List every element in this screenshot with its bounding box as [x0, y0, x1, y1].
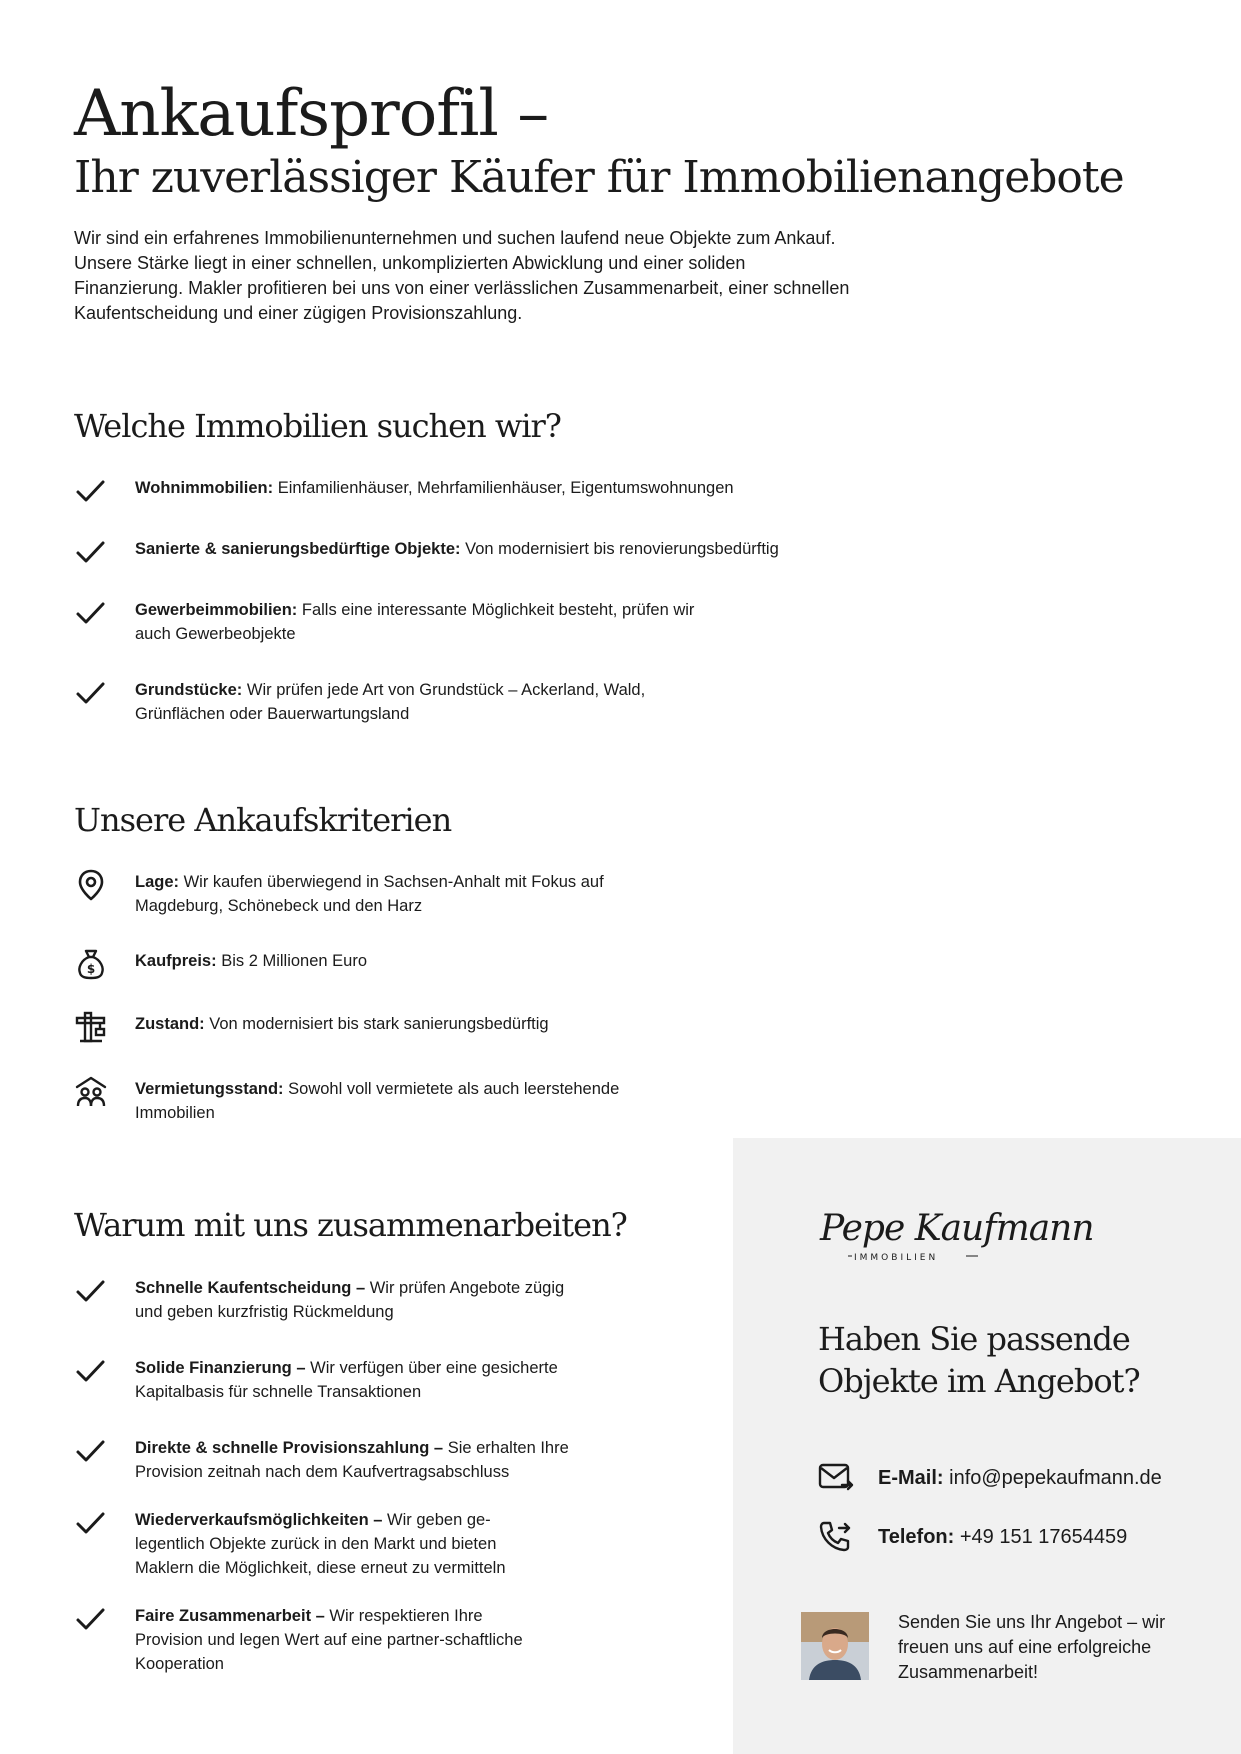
page-subtitle: Ihr zuverlässiger Käufer für Immobilienangebote	[74, 152, 1124, 203]
list-item-text: Wohnimmobilien: Einfamilienhäuser, Mehrfamilienhäuser, Eigentumswohnungen	[135, 479, 734, 497]
section-heading-criteria: Unsere Ankaufskriterien	[74, 801, 452, 839]
list-item-text: Wiederverkaufsmöglichkeiten – Wir geben ge-legentlich Objekte zurück in den Markt und bieten Maklern die Möglichkeit, diese erneut zu vermitteln	[135, 1511, 506, 1577]
check-icon	[74, 1434, 108, 1468]
list-item-text: Direkte & schnelle Provisionszahlung – Sie erhalten Ihre Provision zeitnah nach dem Kaufvertragsabschluss	[135, 1439, 569, 1481]
list-item-text: Zustand: Von modernisiert bis stark sanierungsbedürftig	[135, 1015, 549, 1033]
svg-text:Pepe Kaufmann: Pepe Kaufmann	[820, 1208, 1094, 1249]
check-icon	[74, 1602, 108, 1636]
cta-heading: Haben Sie passende Objekte im Angebot?	[818, 1320, 1140, 1400]
closing-text: Senden Sie uns Ihr Angebot – wir freuen uns auf eine erfolgreiche Zusammenarbeit!	[898, 1612, 1166, 1682]
list-item-text: Grundstücke: Wir prüfen jede Art von Grundstück – Ackerland, Wald, Grünflächen oder Bauerwartungsland	[135, 681, 646, 723]
check-icon	[74, 1354, 108, 1388]
intro-paragraph: Wir sind ein erfahrenes Immobilienunternehmen und suchen laufend neue Objekte zum Ankauf. Unsere Stärke liegt in einer schnellen, unkomplizierten Abwicklung und einer soliden Finanzierung. Makler profitieren bei uns von einer verlässlichen Zusammenarbeit, einer schnellen Kaufentscheidung und einer zügigen Provisionszahlung.	[74, 228, 850, 323]
tenants-house-icon	[74, 1075, 108, 1109]
list-item-text: Schnelle Kaufentscheidung – Wir prüfen Angebote zügig und geben kurzfristig Rückmeldung	[135, 1279, 565, 1321]
section-heading-why: Warum mit uns zusammenarbeiten?	[74, 1206, 627, 1244]
list-item-text: Lage: Wir kaufen überwiegend in Sachsen-Anhalt mit Fokus auf Magdeburg, Schönebeck und den Harz	[135, 873, 604, 915]
list-item-text: Vermietungsstand: Sowohl voll vermietete als auch leerstehende Immobilien	[135, 1080, 620, 1122]
mail-icon	[818, 1460, 854, 1494]
crane-icon	[74, 1010, 108, 1044]
phone-number[interactable]: +49 151 17654459	[959, 1526, 1128, 1548]
check-icon	[74, 1506, 108, 1540]
check-icon	[74, 676, 108, 710]
check-icon	[74, 1274, 108, 1308]
list-item-text: Faire Zusammenarbeit – Wir respektieren Ihre Provision und legen Wert auf eine partner-schaftliche Kooperation	[135, 1607, 523, 1673]
check-icon	[74, 535, 108, 569]
email-address[interactable]: info@pepekaufmann.de	[949, 1467, 1162, 1489]
check-icon	[74, 596, 108, 630]
money-bag-icon	[74, 947, 108, 981]
list-item-text: Solide Finanzierung – Wir verfügen über eine gesicherte Kapitalbasis für schnelle Transaktionen	[135, 1359, 558, 1401]
email-contact[interactable]: E-Mail: info@pepekaufmann.de	[818, 1460, 1238, 1494]
company-logo	[818, 1198, 1094, 1278]
check-icon	[74, 474, 108, 508]
phone-contact[interactable]: Telefon: +49 151 17654459	[818, 1519, 1238, 1553]
page-title: Ankaufsprofil –	[74, 77, 549, 151]
section-heading-search: Welche Immobilien suchen wir?	[74, 407, 561, 445]
phone-icon	[818, 1519, 854, 1553]
list-item-text: Kaufpreis: Bis 2 Millionen Euro	[135, 952, 368, 970]
list-item-text: Gewerbeimmobilien: Falls eine interessante Möglichkeit besteht, prüfen wir auch Gewerbeobjekte	[135, 601, 695, 643]
list-item-text: Sanierte & sanierungsbedürftige Objekte: Von modernisiert bis renovierungsbedürftig	[135, 540, 779, 558]
location-pin-icon	[74, 868, 108, 902]
avatar	[801, 1612, 869, 1680]
svg-text:$: $	[86, 962, 96, 976]
contact-panel	[733, 1138, 1241, 1754]
svg-text:IMMOBILIEN: IMMOBILIEN	[854, 1253, 939, 1263]
